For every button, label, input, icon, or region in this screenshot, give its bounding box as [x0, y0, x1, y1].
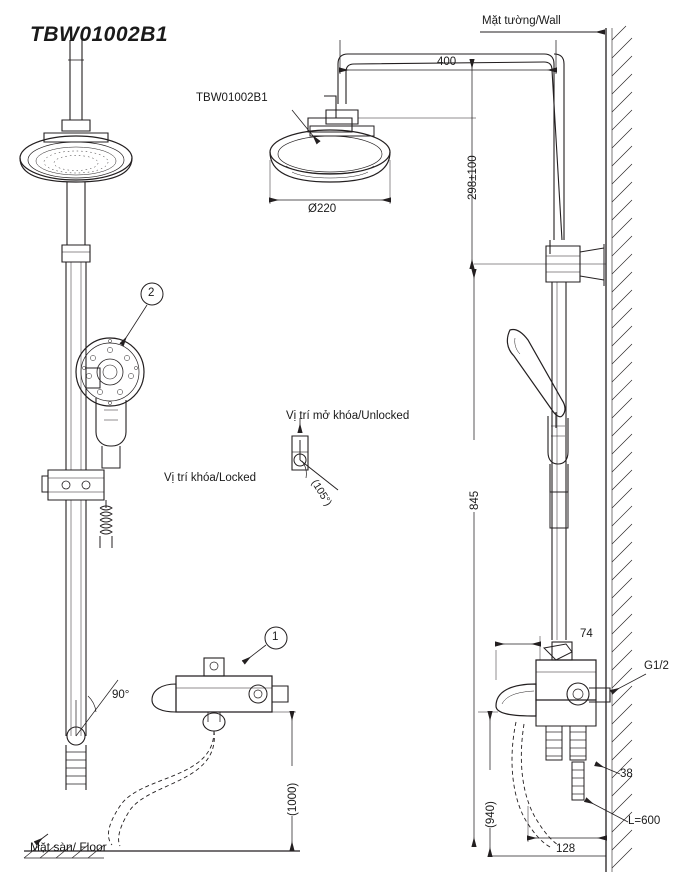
locked-label: Vị trí khóa/Locked [164, 472, 257, 484]
dim-mixer-height: (1000) [287, 782, 299, 816]
angle-105-label: (105°) [308, 477, 335, 509]
dim-thread: G1/2 [644, 660, 669, 672]
wall-label-text: Mặt tường/Wall [482, 15, 561, 27]
floor-label [30, 841, 107, 853]
dim-head-diameter: Ø220 [308, 203, 337, 215]
dim-outlet-drop: 38 [620, 768, 633, 780]
dim-head-offset: 400 [437, 56, 457, 68]
callout-1-label: 1 [272, 631, 279, 643]
dim-hose-length: L=600 [628, 815, 661, 827]
floor-label-text: Mặt sàn/ Floor [30, 840, 107, 854]
right-side-view [310, 26, 646, 872]
dim-floor-height: (940) [485, 801, 497, 828]
left-mixer-detail [108, 658, 288, 846]
angle-90-label: 90° [112, 689, 130, 701]
dimension-lines [272, 32, 606, 856]
product-code-leader-label: TBW01002B1 [196, 92, 268, 104]
left-front-view [20, 40, 300, 858]
callout-2-label: 2 [148, 287, 155, 299]
unlocked-label: Vị trí mở khóa/Unlocked [286, 410, 410, 422]
wall-label [482, 16, 561, 28]
center-head-detail [270, 96, 390, 204]
page-title: TBW01002B1 [30, 23, 169, 46]
dim-riser-height: 845 [469, 490, 481, 510]
dim-base-depth: 128 [556, 843, 576, 855]
dim-spout-projection: 74 [580, 628, 593, 640]
dim-head-height: 298±100 [467, 155, 479, 200]
